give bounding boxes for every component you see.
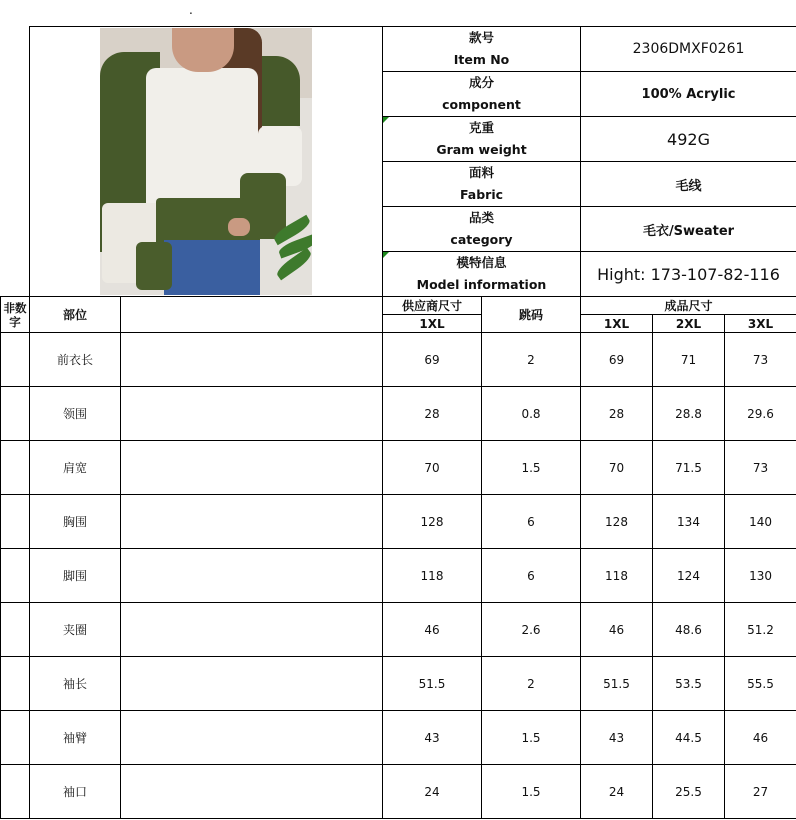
cell-size-2xl: 25.5 — [653, 765, 725, 819]
info-value-gram-weight: 492G — [581, 117, 796, 162]
info-value-component: 100% Acrylic — [581, 72, 796, 117]
cell-grade: 0.8 — [482, 387, 581, 441]
cell-size-3xl: 29.6 — [725, 387, 796, 441]
cell-part: 领围 — [30, 387, 121, 441]
cell-non-digit — [1, 549, 30, 603]
cell-size-2xl: 134 — [653, 495, 725, 549]
cell-size-2xl: 48.6 — [653, 603, 725, 657]
info-label-cn: 模特信息 — [456, 255, 507, 270]
info-label-cn: 品类 — [468, 210, 494, 225]
cell-grade: 1.5 — [482, 711, 581, 765]
cell-size-1xl: 51.5 — [581, 657, 653, 711]
info-label-gram-weight — [383, 117, 581, 162]
table-row — [1, 387, 796, 441]
cell-supplier-1xl: 128 — [383, 495, 482, 549]
table-row — [1, 765, 796, 819]
cell-non-digit — [1, 333, 30, 387]
cell-blank — [121, 603, 383, 657]
info-label-item-no — [383, 27, 581, 72]
cell-non-digit — [1, 603, 30, 657]
info-label-cn: 成分 — [468, 75, 494, 90]
table-row — [1, 333, 796, 387]
cell-size-3xl: 140 — [725, 495, 796, 549]
cell-supplier-1xl: 70 — [383, 441, 482, 495]
header-finished-size: 成品尺寸 — [581, 297, 796, 315]
cell-size-3xl: 46 — [725, 711, 796, 765]
info-label-en: component — [442, 97, 521, 112]
cell-size-1xl: 46 — [581, 603, 653, 657]
cell-size-3xl: 55.5 — [725, 657, 796, 711]
table-row — [1, 441, 796, 495]
cell-size-1xl: 69 — [581, 333, 653, 387]
cell-size-2xl: 53.5 — [653, 657, 725, 711]
info-value-item-no: 2306DMXF0261 — [581, 27, 796, 72]
cell-supplier-1xl: 69 — [383, 333, 482, 387]
info-value-model-information: Hight: 173-107-82-116 — [581, 252, 796, 297]
size-rows — [1, 333, 796, 819]
comment-flag-icon — [383, 117, 389, 123]
cell-size-3xl: 73 — [725, 441, 796, 495]
sweater-model-photo — [100, 28, 312, 295]
cell-supplier-1xl: 118 — [383, 549, 482, 603]
header-grade: 跳码 — [482, 297, 581, 333]
cell-blank — [121, 765, 383, 819]
header-supplier-size: 供应商尺寸 — [383, 297, 482, 315]
cell-non-digit — [1, 711, 30, 765]
cell-grade: 1.5 — [482, 441, 581, 495]
cell-grade: 2 — [482, 333, 581, 387]
cell-grade: 2 — [482, 657, 581, 711]
table-row — [1, 603, 796, 657]
info-label-en: Fabric — [459, 187, 504, 202]
info-label-cn: 克重 — [468, 120, 494, 135]
header-size-2xl: 2XL — [653, 315, 725, 333]
cell-size-2xl: 44.5 — [653, 711, 725, 765]
cell-supplier-1xl: 43 — [383, 711, 482, 765]
table-row — [1, 657, 796, 711]
cell-size-2xl: 124 — [653, 549, 725, 603]
cell-size-1xl: 24 — [581, 765, 653, 819]
cell-part: 袖口 — [30, 765, 121, 819]
header-size-1xl: 1XL — [581, 315, 653, 333]
cell-size-3xl: 130 — [725, 549, 796, 603]
cell-part: 前衣长 — [30, 333, 121, 387]
cell-size-2xl: 71 — [653, 333, 725, 387]
info-value-fabric: 毛线 — [581, 162, 796, 207]
cell-grade: 2.6 — [482, 603, 581, 657]
cell-size-2xl: 28.8 — [653, 387, 725, 441]
cell-size-1xl: 70 — [581, 441, 653, 495]
cell-supplier-1xl: 51.5 — [383, 657, 482, 711]
cell-grade: 6 — [482, 549, 581, 603]
cell-non-digit — [1, 387, 30, 441]
cell-size-3xl: 51.2 — [725, 603, 796, 657]
cell-size-1xl: 43 — [581, 711, 653, 765]
table-row — [1, 711, 796, 765]
info-label-en: Model information — [416, 277, 547, 292]
info-label-en: Gram weight — [436, 142, 527, 157]
cell-size-1xl: 128 — [581, 495, 653, 549]
cell-blank — [121, 441, 383, 495]
cell-grade: 1.5 — [482, 765, 581, 819]
product-photo-cell — [30, 27, 383, 297]
cell-size-3xl: 27 — [725, 765, 796, 819]
cell-part: 肩宽 — [30, 441, 121, 495]
info-label-en: category — [450, 232, 513, 247]
header-supplier-1xl: 1XL — [383, 315, 482, 333]
cell-part: 袖长 — [30, 657, 121, 711]
cell-part: 夹圈 — [30, 603, 121, 657]
header-size-3xl: 3XL — [725, 315, 796, 333]
cell-size-2xl: 71.5 — [653, 441, 725, 495]
size-spec-table — [0, 26, 796, 819]
cell-blank — [121, 657, 383, 711]
cell-supplier-1xl: 24 — [383, 765, 482, 819]
cell-non-digit — [1, 765, 30, 819]
header-part: 部位 — [30, 297, 121, 333]
cell-blank — [121, 549, 383, 603]
info-label-category — [383, 207, 581, 252]
cell-part: 袖臂 — [30, 711, 121, 765]
info-label-cn: 面料 — [468, 165, 494, 180]
table-row — [1, 495, 796, 549]
cell-non-digit — [1, 495, 30, 549]
plant-leaf-icon — [268, 218, 312, 288]
info-label-fabric — [383, 162, 581, 207]
cell-size-1xl: 118 — [581, 549, 653, 603]
cell-blank — [121, 711, 383, 765]
info-label-component — [383, 72, 581, 117]
header-blank — [121, 297, 383, 333]
top-dot-mark: . — [189, 3, 193, 17]
cell-part: 脚围 — [30, 549, 121, 603]
header-non-digit: 非数字 — [1, 297, 30, 333]
cell-non-digit — [1, 657, 30, 711]
cell-supplier-1xl: 46 — [383, 603, 482, 657]
cell-part: 胸围 — [30, 495, 121, 549]
info-label-model-information — [383, 252, 581, 297]
cell-blank — [121, 495, 383, 549]
info-label-cn: 款号 — [468, 30, 494, 45]
info-label-en: Item No — [453, 52, 510, 67]
cell-blank — [121, 333, 383, 387]
cell-size-1xl: 28 — [581, 387, 653, 441]
comment-flag-icon — [383, 252, 389, 258]
cell-grade: 6 — [482, 495, 581, 549]
info-value-category: 毛衣/Sweater — [581, 207, 796, 252]
table-row — [1, 549, 796, 603]
cell-size-3xl: 73 — [725, 333, 796, 387]
cell-non-digit — [1, 441, 30, 495]
cell-supplier-1xl: 28 — [383, 387, 482, 441]
cell-blank — [121, 387, 383, 441]
